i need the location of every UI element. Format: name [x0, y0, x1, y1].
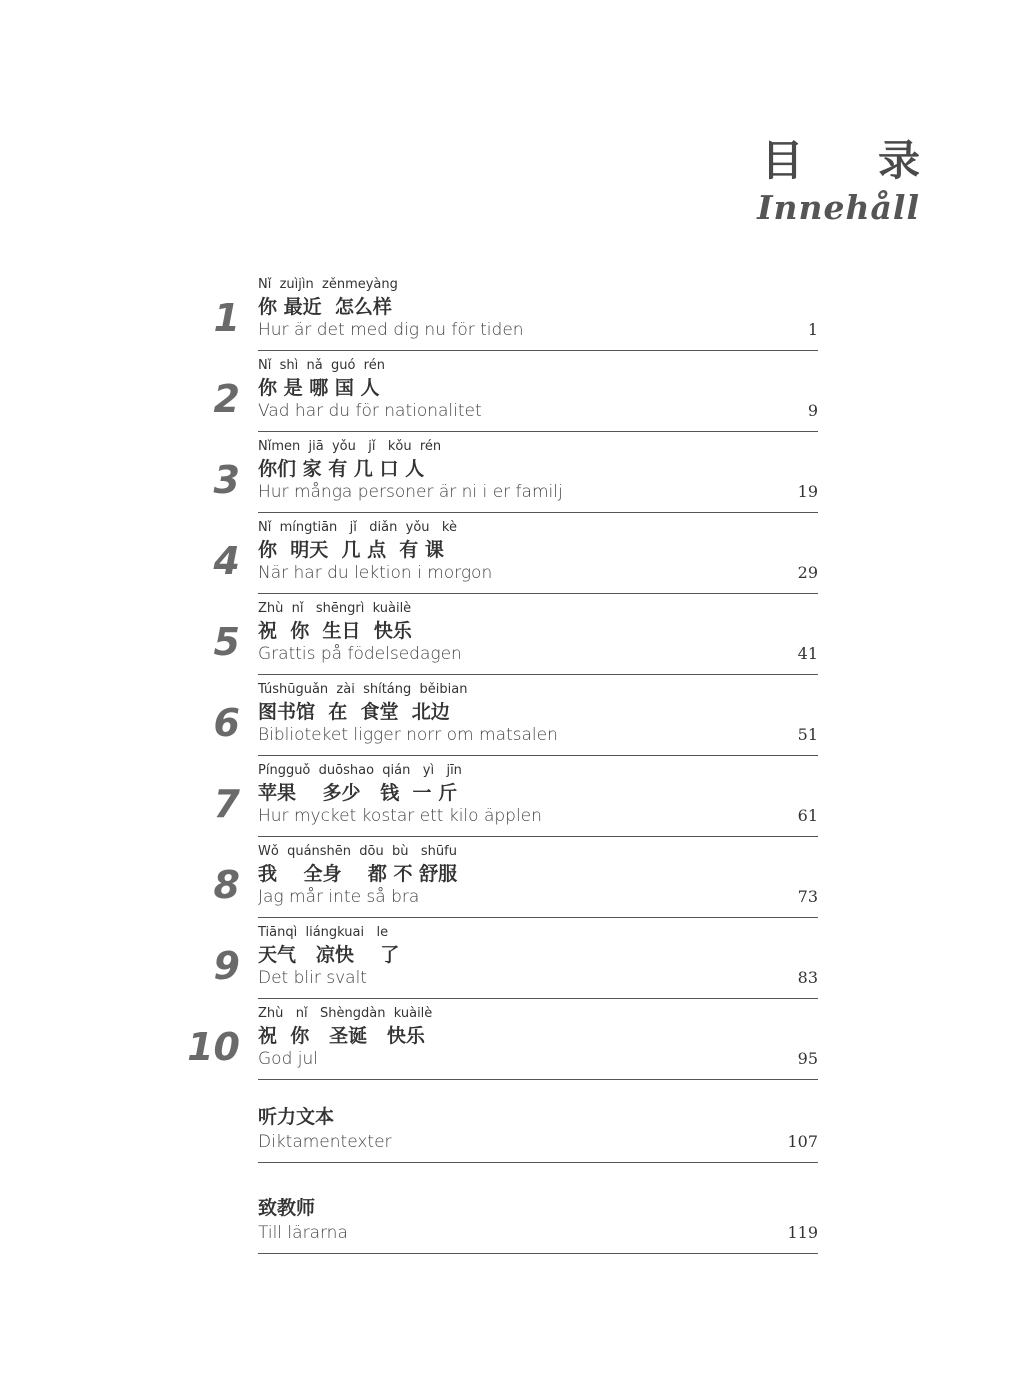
lesson-title-swedish: Grattis på födelsedagen [258, 644, 462, 664]
lesson-number: 1 [213, 296, 240, 340]
lesson-pinyin: Tiānqì liángkuai le [258, 925, 389, 940]
lesson-title-chinese: 你们 家 有 几 口 人 [258, 458, 425, 480]
lesson-number: 5 [213, 620, 240, 664]
lesson-title-chinese: 图书馆 在 食堂 北边 [258, 701, 450, 723]
lesson-row [258, 644, 818, 675]
toc-entry[interactable] [0, 357, 1032, 438]
lesson-title-swedish: Vad har du för nationalitet [258, 401, 482, 421]
toc-entry[interactable] [0, 843, 1032, 924]
page-title-swedish: Innehåll [757, 188, 920, 227]
lesson-pinyin: Wǒ quánshēn dōu bù shūfu [258, 844, 457, 859]
page-number: 119 [787, 1223, 818, 1242]
lesson-pinyin: Zhù nǐ shēngrì kuàilè [258, 601, 412, 616]
lesson-number: 4 [213, 539, 240, 583]
lesson-number: 10 [187, 1025, 240, 1069]
lesson-title-chinese: 苹果 多少 钱 一 斤 [258, 782, 458, 804]
page-number: 61 [797, 806, 818, 825]
lesson-pinyin: Túshūguǎn zài shítáng běibian [258, 682, 468, 697]
lesson-row [258, 968, 818, 999]
appendix-title-chinese: 致教师 [258, 1197, 316, 1219]
lesson-number: 7 [213, 782, 240, 826]
lesson-row [258, 320, 818, 351]
page-number: 51 [797, 725, 818, 744]
appendix-title-swedish: Diktamentexter [258, 1132, 392, 1152]
lesson-row [258, 1049, 818, 1080]
page-number: 19 [797, 482, 818, 501]
page-number: 41 [797, 644, 818, 663]
page-header [757, 136, 950, 227]
toc-appendix-entry[interactable] [0, 1096, 1032, 1177]
lesson-pinyin: Zhù nǐ Shèngdàn kuàilè [258, 1006, 433, 1021]
appendix-row [258, 1132, 818, 1163]
toc-entry[interactable] [0, 600, 1032, 681]
lesson-number: 9 [213, 944, 240, 988]
page-number: 73 [797, 887, 818, 906]
lesson-number: 6 [213, 701, 240, 745]
lesson-pinyin: Nǐ shì nǎ guó rén [258, 358, 385, 373]
lesson-title-chinese: 祝 你 生日 快乐 [258, 620, 412, 642]
lesson-title-chinese: 我 全身 都 不 舒服 [258, 863, 458, 885]
lesson-pinyin: Nǐmen jiā yǒu jǐ kǒu rén [258, 439, 442, 454]
page-number: 95 [797, 1049, 818, 1068]
appendix-row [258, 1223, 818, 1254]
lesson-row [258, 482, 818, 513]
toc-entry[interactable] [0, 762, 1032, 843]
lesson-row [258, 725, 818, 756]
lesson-row [258, 401, 818, 432]
lesson-number: 8 [213, 863, 240, 907]
lesson-number: 3 [213, 458, 240, 502]
page-number: 1 [807, 320, 818, 339]
lesson-title-chinese: 你 最近 怎么样 [258, 296, 392, 318]
lesson-number: 2 [213, 377, 240, 421]
toc-entry[interactable] [0, 681, 1032, 762]
lesson-title-swedish: God jul [258, 1049, 318, 1069]
lesson-title-chinese: 你 是 哪 国 人 [258, 377, 380, 399]
lesson-title-swedish: Biblioteket ligger norr om matsalen [258, 725, 558, 745]
toc-entry[interactable] [0, 519, 1032, 600]
toc-entry[interactable] [0, 276, 1032, 357]
lesson-title-swedish: Jag mår inte så bra [258, 887, 420, 907]
lesson-row [258, 806, 818, 837]
lesson-row [258, 887, 818, 918]
lesson-title-chinese: 祝 你 圣诞 快乐 [258, 1025, 425, 1047]
appendix-title-swedish: Till lärarna [258, 1223, 348, 1243]
lesson-title-swedish: Hur är det med dig nu för tiden [258, 320, 524, 340]
toc-entry[interactable] [0, 924, 1032, 1005]
lesson-pinyin: Píngguǒ duōshao qián yì jīn [258, 763, 462, 778]
page-number: 107 [787, 1132, 818, 1151]
appendix-title-chinese: 听力文本 [258, 1106, 335, 1128]
table-of-contents [0, 276, 1032, 1268]
lesson-title-swedish: Hur många personer är ni i er familj [258, 482, 563, 502]
lesson-title-swedish: När har du lektion i morgon [258, 563, 493, 583]
lesson-pinyin: Nǐ zuìjìn zěnmeyàng [258, 277, 398, 292]
page-number: 83 [797, 968, 818, 987]
toc-entry[interactable] [0, 1005, 1032, 1086]
lesson-title-swedish: Det blir svalt [258, 968, 367, 988]
lesson-pinyin: Nǐ míngtiān jǐ diǎn yǒu kè [258, 520, 457, 535]
page-title-chinese: 目 录 [761, 136, 950, 185]
page-number: 29 [797, 563, 818, 582]
toc-entry[interactable] [0, 438, 1032, 519]
lesson-title-chinese: 你 明天 几 点 有 课 [258, 539, 444, 561]
toc-appendix-entry[interactable] [0, 1187, 1032, 1268]
page-number: 9 [807, 401, 818, 420]
lesson-title-chinese: 天气 凉快 了 [258, 944, 400, 966]
lesson-row [258, 563, 818, 594]
lesson-title-swedish: Hur mycket kostar ett kilo äpplen [258, 806, 542, 826]
